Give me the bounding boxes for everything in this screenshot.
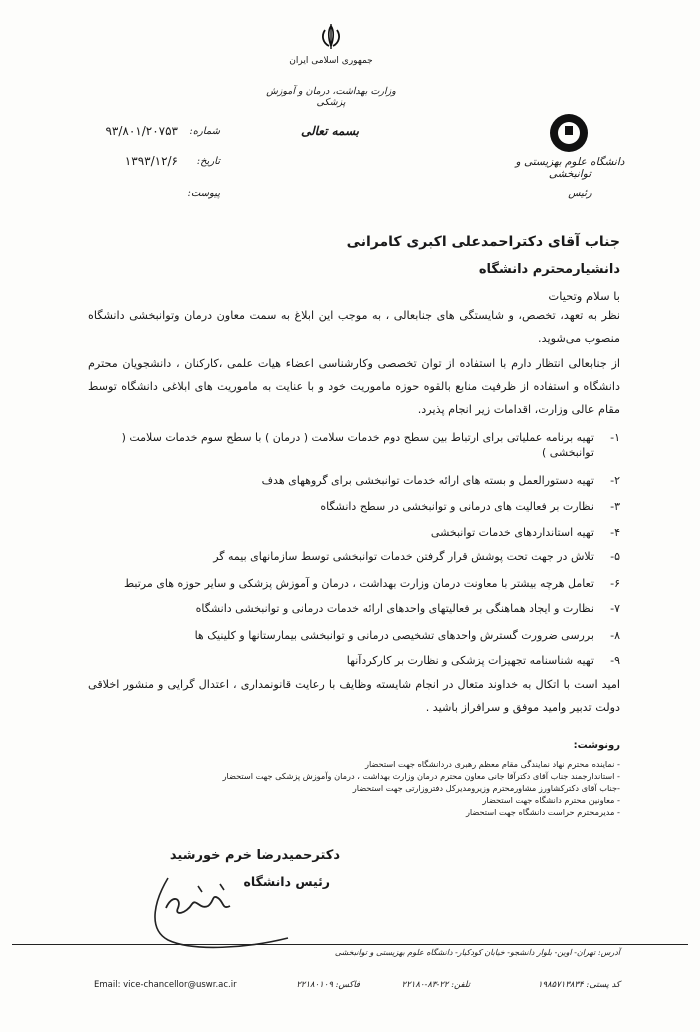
cc-line: - مدیرمحترم حراست دانشگاه جهت استحضار [465,807,620,817]
list-item: ۳- نظارت بر فعالیت های درمانی و توانبخشی در سطح دانشگاه [320,500,620,513]
cc-line: -جناب آقای دکترکشاورز مشاورمحترم وزیرومدیرکل دفتروزارتی جهت استحضار [352,783,620,793]
invocation: بسمه تعالی [300,124,360,138]
list-item: ۴- تهیه استانداردهای خدمات توانبخشی [430,526,620,539]
date-label: تاریخ: [196,156,220,167]
number-value: ۹۳/۸۰۱/۲۰۷۵۳ [105,124,178,138]
list-item: ۵- تلاش در جهت تحت پوشش قرار گرفتن خدمات توانبخشی توسط سازمانهای بیمه گر [213,550,620,563]
handwritten-signature-icon [138,868,298,954]
list-item: ۸- بررسی ضرورت گسترش واحدهای تشخیصی درمانی و توانبخشی بیمارستانها و کلینیک ها [194,629,620,642]
footer-divider [12,944,688,945]
list-item: ۷- نظارت و ایجاد هماهنگی بر فعالیتهای واحدهای ارائه خدمات درمانی و توانبخشی دانشگاه [195,602,620,615]
footer-email: Email: vice-chancellor@uswr.ac.ir [94,980,237,990]
cc-heading: رونوشت: [573,740,620,751]
attachment-label: پیوست: [187,188,220,199]
footer-phone: تلفن: ۲۲-۸۳-۲۲۱۸۰ [401,980,470,990]
signatory-name: دکترحمیدرضا خرم خورشید [169,848,340,863]
paragraph-expectations: از جنابعالی انتظار دارم با استفاده از توان تخصصی وکارشناسی اعضاء هیات علمی ،کارکنان ، دانشجویان محترم دانشگاه و استفاده از ظرفیت منابع بالقوه حوزه ماموریت خود و با عنایت به ماموریت های ابلاغی دانشگاه توسط مقام عالی وزارت، اقدامات زیر انجام پذیرد. [88,357,620,416]
signatory-title: رئیس دانشگاه [243,874,330,889]
iran-emblem-icon [320,24,342,50]
list-item: ۲- تهیه دستورالعمل و بسته های ارائه خدمات توانبخشی برای گروههای هدف [261,474,620,487]
footer-postal-code: کد پستی: ۱۹۸۵۷۱۳۸۳۴ [537,980,620,990]
cc-list [150,758,620,818]
university-name: دانشگاه علوم بهزیستی و توانبخشی [515,156,625,180]
republic-text: جمهوری اسلامی ایران [289,56,373,66]
cc-line: - استاندارجمند جناب آقای دکترآقا جانی معاون محترم درمان وزارت بهداشت ، درمان وآموزش پزشکی جهت استحضار [222,771,620,781]
footer-fax: فاکس: ۲۲۱۸۰۱۰۹ [296,980,360,990]
cc-line: - نماینده محترم نهاد نمایندگی مقام معظم رهبری دردانشگاه جهت استحضار [364,759,620,769]
office-title: رئیس [568,188,592,199]
list-item: ۶- تعامل هرچه بیشتر با معاونت درمان وزارت بهداشت ، درمان و آموزش پزشکی و سایر حوزه های مرتبط [123,577,620,590]
recipient-title: دانشیارمحترم دانشگاه [478,262,620,277]
closing-paragraph: امید است با اتکال به خداوند متعال در انجام شایسته وظایف با رعایت قانونمداری ، اعتدال گرایی و منشور اخلاقی دولت تدبیر وامید موفق و سرافراز باشید . [88,678,620,714]
date-value: ۱۳۹۳/۱۲/۶ [124,154,178,168]
list-item: ۹- تهیه شناسنامه تجهیزات پزشکی و نظارت بر کارکردآنها [346,654,620,667]
number-label: شماره: [189,126,220,137]
footer-address: آدرس: تهران- اوین- بلوار دانشجو- خیابان کودکیار- دانشگاه علوم بهزیستی و توانبخشی [334,948,620,957]
cc-line: - معاونین محترم دانشگاه جهت استحضار [482,795,620,805]
paragraph-appointment: نظر به تعهد، تخصص، و شایستگی های جنابعالی ، به موجب این ابلاغ به سمت معاون درمان وتوانبخشی دانشگاه منصوب می‌شوید. [88,309,620,345]
recipient-name: جناب آقای دکتراحمدعلی اکبری کامرانی [346,234,620,250]
university-logo-icon [548,112,590,154]
greeting: با سلام وتحیات [548,289,620,303]
ministry-name: وزارت بهداشت، درمان و آموزش پزشکی [266,86,396,108]
list-item: ۱- تهیه برنامه عملیاتی برای ارتباط بین سطح دوم خدمات سلامت ( درمان ) با سطح سوم خدمات سلامت ( توانبخشی ) [121,431,620,459]
